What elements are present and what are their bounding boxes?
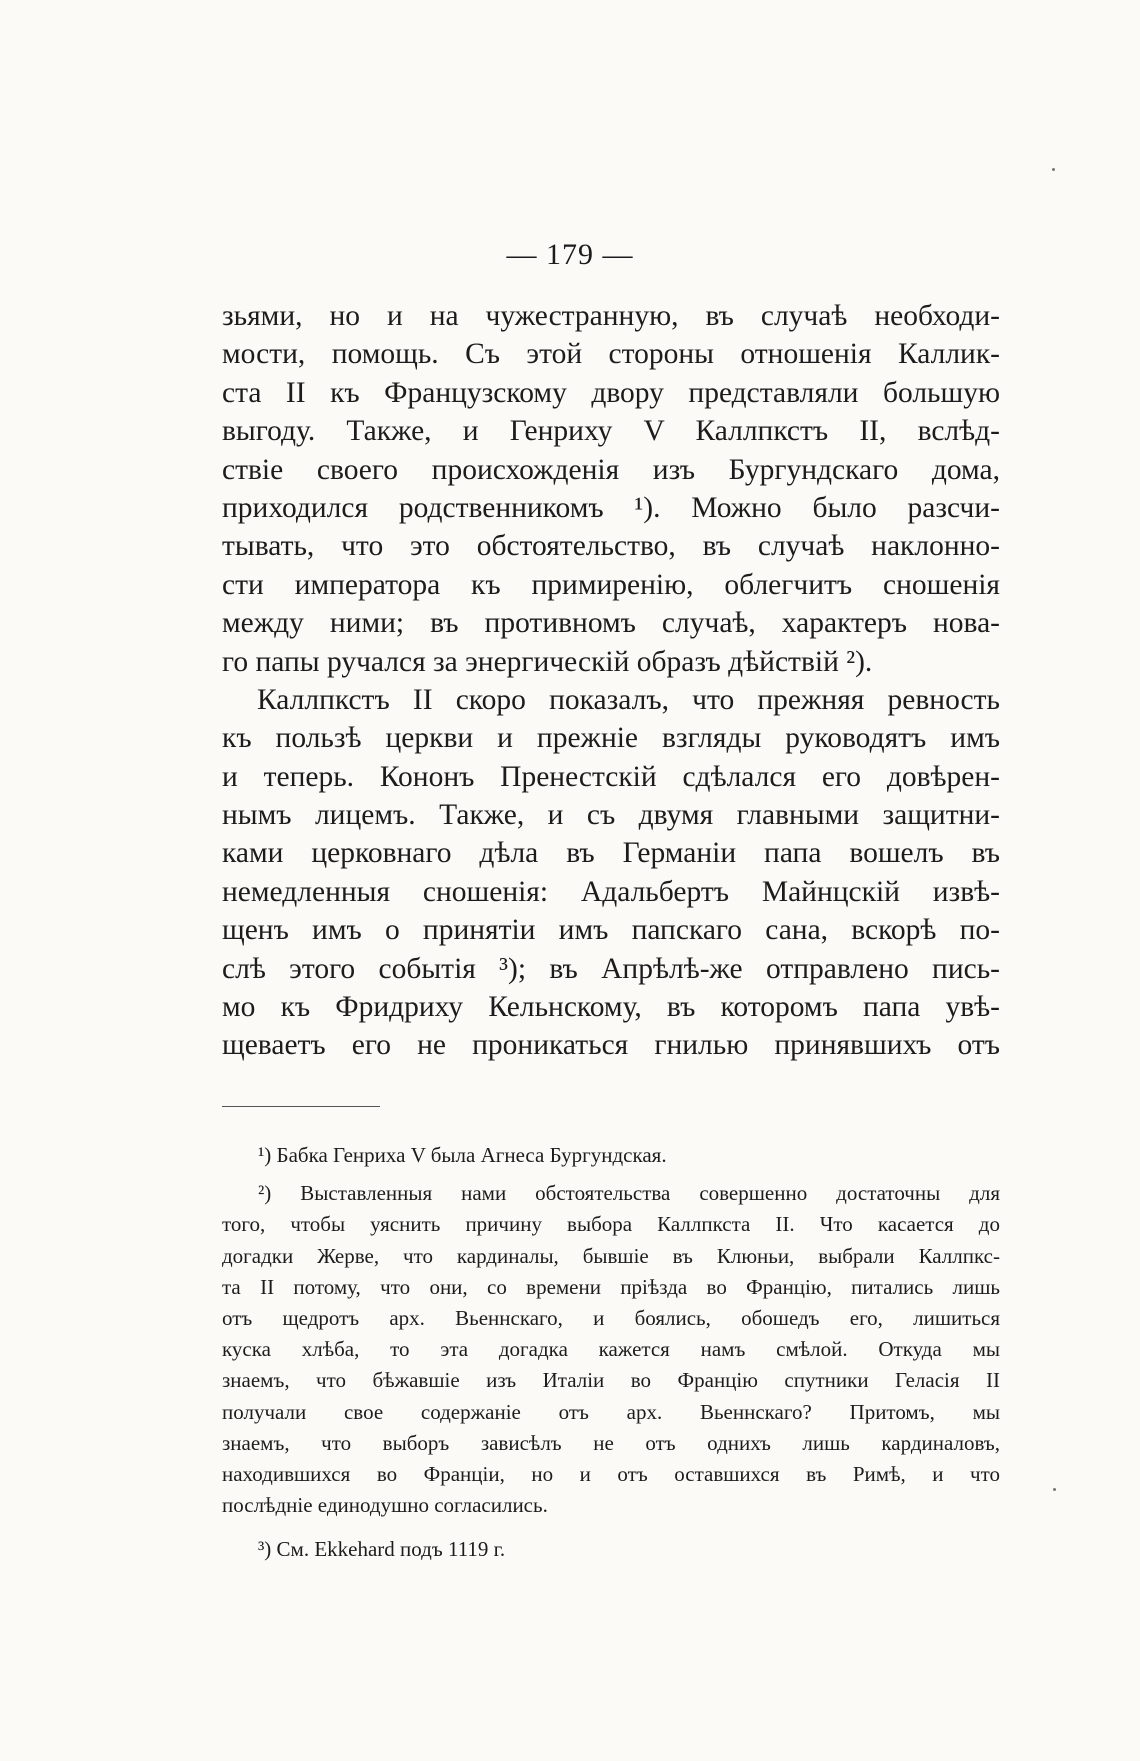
- text-line: къ пользѣ церкви и прежніе взгляды руководятъ имъ: [222, 722, 1000, 755]
- text-line: го папы ручался за энергическій образъ дѣйствій ²).: [222, 645, 873, 678]
- text-line: мо къ Фридриху Кельнскому, въ которомъ папа увѣ-: [222, 991, 1000, 1024]
- text-line: мости, помощь. Съ этой стороны отношенія Каллик-: [222, 338, 1000, 371]
- text-line: ста II къ Французскому двору представляли большую: [222, 376, 1000, 409]
- text-line: ками церковнаго дѣла въ Германіи папа вошелъ въ: [222, 837, 1000, 870]
- text-line: приходился родственникомъ ¹). Можно было разсчи-: [222, 491, 1000, 524]
- footnotes: [222, 1140, 1000, 1565]
- paragraph-start-line: Каллпкстъ II скоро показалъ, что прежняя ревность: [257, 683, 1000, 716]
- footnote-line: догадки Жерве, что кардиналы, бывшіе въ Клюньи, выбрали Каллпкс-: [222, 1243, 1000, 1268]
- text-line: тывать, что это обстоятельство, въ случаѣ наклонно-: [222, 530, 1000, 563]
- text-line: и теперь. Кононъ Пренестскій сдѣлался его довѣрен-: [222, 760, 1000, 793]
- footnote-line: знаемъ, что бѣжавшіе изъ Италіи во Францію спутники Геласія II: [222, 1368, 1000, 1393]
- text-line: слѣ этого событія ³); въ Апрѣлѣ-же отправлено пись-: [222, 952, 1000, 985]
- paper-speck: [1053, 1488, 1056, 1491]
- text-line: ствіе своего происхожденія изъ Бургундскаго дома,: [222, 453, 1000, 486]
- footnote-line: получали свое содержаніе отъ арх. Вьеннскаго? Притомъ, мы: [222, 1399, 1000, 1424]
- page-number: — 179 —: [506, 238, 634, 271]
- text-line: щенъ имъ о принятіи имъ папскаго сана, вскорѣ по-: [222, 914, 1000, 947]
- footnote-separator: [222, 1106, 380, 1107]
- footnote-2: ²) Выставленныя нами обстоятельства совершенно достаточны для: [258, 1181, 1000, 1206]
- text-line: между ними; въ противномъ случаѣ, характеръ нова-: [222, 607, 1000, 640]
- paper-speck: [1052, 168, 1055, 171]
- footnote-line: куска хлѣба, то эта догадка кажется намъ смѣлой. Откуда мы: [222, 1337, 1000, 1362]
- text-line: выгоду. Также, и Генриху V Каллпкстъ II, вслѣд-: [222, 415, 1000, 448]
- text-line: зьями, но и на чужестранную, въ случаѣ необходи-: [222, 300, 1000, 332]
- text-line: щеваетъ его не проникаться гнилью принявшихъ отъ: [222, 1029, 1000, 1062]
- footnote-line: послѣдніе единодушно согласились.: [222, 1493, 548, 1518]
- footnote-line: находившихся во Франціи, но и отъ оставшихся въ Римѣ, и что: [222, 1461, 1000, 1486]
- footnote-line: та II потому, что они, со времени пріѣзда во Францію, питались лишь: [222, 1274, 1000, 1299]
- footnote-line: знаемъ, что выборъ зависѣлъ не отъ однихъ лишь кардиналовъ,: [222, 1430, 1000, 1455]
- text-line: сти императора къ примиренію, облегчитъ сношенія: [222, 568, 1000, 601]
- footnote-line: отъ щедротъ арх. Вьеннскаго, и боялись, обошедъ его, лишиться: [222, 1305, 1000, 1330]
- text-line: немедленныя сношенія: Адальбертъ Майнцскій извѣ-: [222, 875, 1000, 908]
- main-text: [222, 297, 1000, 1065]
- footnote-1: ¹) Бабка Генриха V была Агнеса Бургундская.: [258, 1143, 667, 1167]
- footnote-line: того, чтобы уяснить причину выбора Каллпкста II. Что касается до: [222, 1212, 1000, 1237]
- footnote-3: ³) См. Ekkehard подъ 1119 г.: [258, 1537, 506, 1562]
- text-line: нымъ лицемъ. Также, и съ двумя главными защитни-: [222, 799, 1000, 832]
